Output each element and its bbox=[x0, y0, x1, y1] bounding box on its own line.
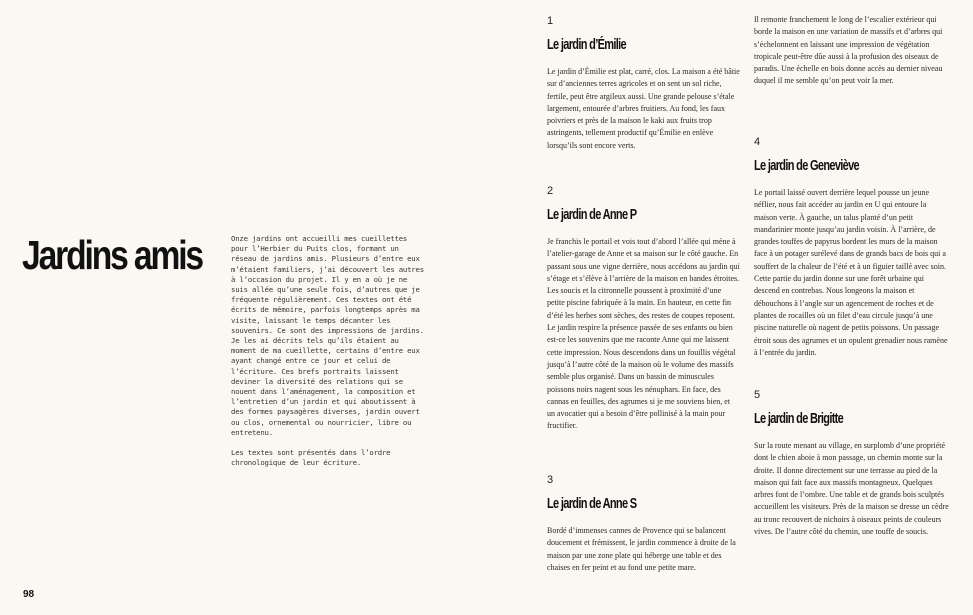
page-title: Jardins amis bbox=[22, 232, 202, 278]
garden-section-anne-s-continued bbox=[754, 14, 950, 88]
section-title: Le jardin de Anne P bbox=[547, 207, 637, 223]
intro-paragraph: Les textes sont présentés dans l’ordre chronologique de leur écriture. bbox=[231, 448, 391, 468]
section-title: Le jardin d’Émilie bbox=[547, 37, 626, 53]
page-number: 98 bbox=[23, 589, 35, 600]
garden-section-anne-s bbox=[547, 474, 740, 574]
intro-paragraph: Onze jardins ont accueilli mes cueillettes pour l’Herbier du Puits clos, formant un réseau de jardins amis. Plusieurs d’entre eux m’étaient familiers, j’ai découvert les autres à l’occasion du projet. Il y en a où je ne suis allée qu’une seule fois, d’autres que je fréquente régulièrement. Ces textes ont été écrits de mémoire, parfois longtemps après ma visite, laissant le temps décanter les souvenirs. Ce sont des impressions de jardins. Je les ai décrits tels qu’ils étaient au moment de ma cueillette, certains d’entre eux ayant changé entre ce jour et celui de l’écriture. Ces brefs portraits laissent deviner la diversité des relations qui se nouent dans l’aménagement, la composition et l’entretien d’un jardin et qui aboutissent à des formes paysagères diverses, jardin ouvert ou clos, ornemental ou nourricier, libre ou entretenu. bbox=[231, 234, 424, 437]
section-number: 4 bbox=[754, 136, 761, 148]
section-body: Je franchis le portail et vois tout d’abord l’allée qui mène à l’atelier-garage de Anne et sa maison sur le côté gauche. En passant sous une vigne derrière, nous accédons au jardin qui s’étage et s’élève à l’arrière de la maison en bandes étroites. Les soucis et la citronnelle poussent à proximité d’une petite piscine fabriquée à la main. En hauteur, en cette fin d’été les herbes sont sèches, des restes de coupes reposent. Le jardin respire la présence passée de ses enfants ou bien est-ce les souvenirs que me raconte Anne qui me laissent cette impression. Nous descendons dans un fouillis végétal jusqu’à l’autre côté de la maison où le volume des massifs semble plus organisé. Dans un bassin de minuscules poissons noirs nagent sous les nénuphars. En face, des cannas en feuilles, des agrumes si je me souviens bien, et un avocatier qui a besoin d’être pollinisé à la main pour fructifier. bbox=[547, 237, 740, 431]
section-body: Le portail laissé ouvert derrière lequel pousse un jeune néflier, nous fait accéder au jardin en U qui entoure la maison verte. À gauche, un talus planté d’un petit mandarinier monte jusqu’au jardin voisin. À l’arrière, de grandes touffes de papyrus bordent les murs de la maison face à un potager surélevé dans de grands bacs de bois qui a souffert de la chaleur de l’été et à un figuier taillé avec soin. Cette partie du jardin donne sur une forêt urbaine qui descend en contrebas. Nous longeons la maison et débouchons à l’angle sur un agencement de roches et de plantes de rocailles où un filet d’eau circule jusqu’à une piscine naturelle où nagent de petits poissons. Un passage étroit sous des agrumes et un opulent grenadier nous ramène à l’entrée du jardin. bbox=[754, 188, 948, 357]
section-body: Bordé d’immenses cannes de Provence qui se balancent doucement et frémissent, le jardin commence à droite de la maison par une zone plate qui héberge une table et des chaises en fer peint et au fond une petite mare. bbox=[547, 526, 736, 572]
section-title: Le jardin de Brigitte bbox=[754, 411, 844, 427]
garden-section-emilie bbox=[547, 15, 740, 152]
section-body: Le jardin d’Émilie est plat, carré, clos. La maison a été bâtie sur d’anciennes terres agricoles et on sent un sol riche, fertile, peut être argileux aussi. Une grande pelouse s’étale largement, entourée d’arbres fruitiers. Au fond, les faux poivriers et près de la maison le kaki aux fruits trop astringents, tellement productif qu’Émilie en enlève lorsqu’ils sont encore verts. bbox=[547, 67, 740, 150]
section-title: Le jardin de Anne S bbox=[547, 496, 637, 512]
garden-section-brigitte bbox=[754, 389, 950, 538]
garden-section-genevieve bbox=[754, 136, 950, 359]
section-title: Le jardin de Geneviève bbox=[754, 158, 860, 174]
section-number: 5 bbox=[754, 389, 761, 401]
section-number: 2 bbox=[547, 185, 554, 197]
section-body: Il remonte franchement le long de l’escalier extérieur qui borde la maison en une variation de massifs et d’arbres qui s’échelonnent en laissant une impression de végétation tropicale peut-être dûe aussi à la profusion des oiseaux de paradis. Une échelle en bois donne accès au dernier niveau duquel il me semble qu’on peut voir la mer. bbox=[754, 15, 943, 86]
section-body: Sur la route menant au village, en surplomb d’une propriété dont le chien aboie à mon passage, un chemin monte sur la droite. Il donne directement sur une terrasse au pied de la maison qui fait face aux massifs montagneux. Quelques arbres font de l’ombre. Une table et de grands bois sculptés accueillent les visiteurs. Près de la maison se dresse un cèdre au tronc recouvert de nichoirs à oiseaux peints de couleurs vives. De l’autre côté du chemin, une touffe de soucis. bbox=[754, 441, 949, 537]
intro-text bbox=[231, 234, 427, 478]
section-number: 1 bbox=[547, 15, 554, 27]
section-number: 3 bbox=[547, 474, 554, 486]
garden-section-anne-p bbox=[547, 185, 740, 433]
